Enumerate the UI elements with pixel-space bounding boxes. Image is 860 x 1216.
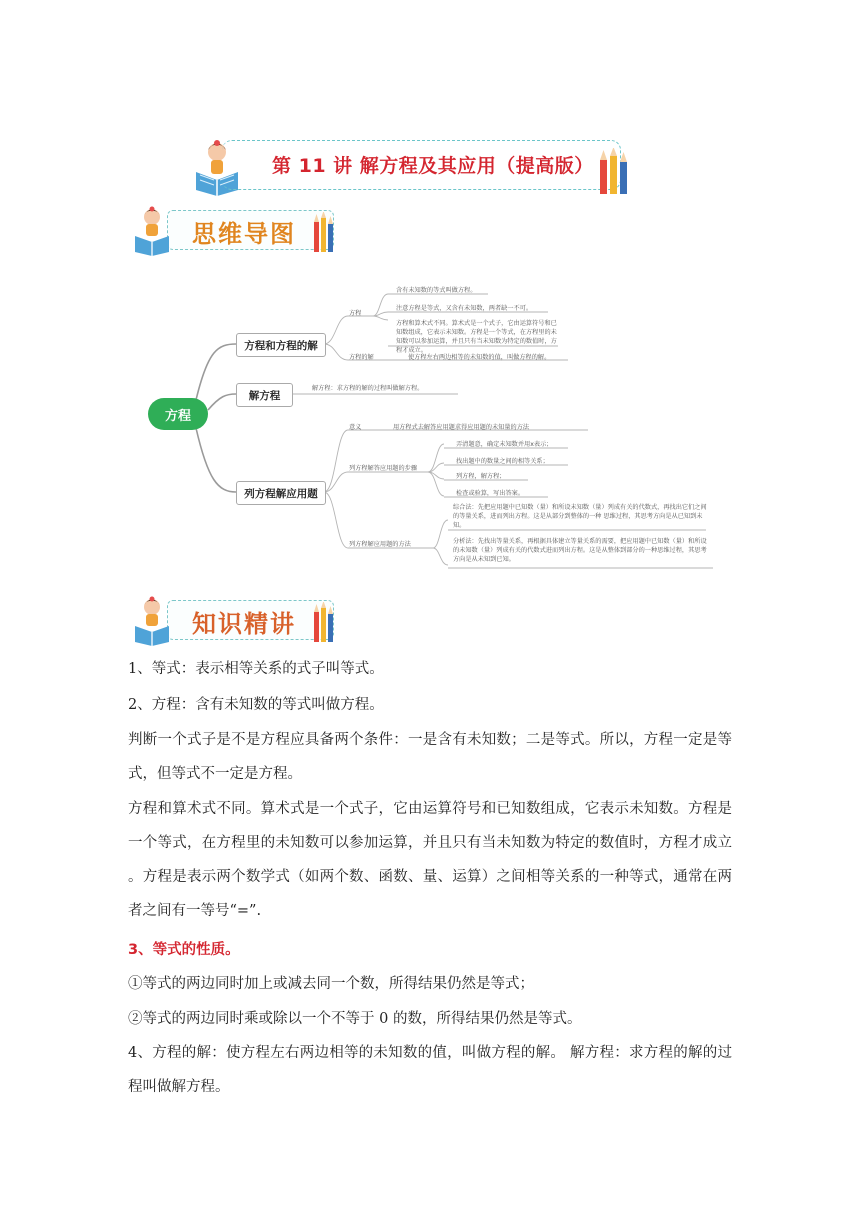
heading-label: 知识精讲: [192, 610, 296, 638]
para-equation-def: 2、方程：含有未知数的等式叫做方程。: [128, 697, 384, 713]
heading-label: 思维导图: [192, 220, 296, 248]
page-title: 第 11 讲 解方程及其应用（提高版）: [272, 155, 594, 177]
sub-item: 检查或验算，写出答案。: [456, 490, 525, 497]
mindmap-root-node: 方程: [148, 398, 208, 430]
title-banner: [192, 140, 630, 192]
mind-map: [148, 280, 713, 570]
pencils-icon: [596, 148, 630, 198]
sub-item: 含有未知数的等式叫做方程。: [396, 287, 477, 294]
para-solution-def: 4、方程的解：使方程左右两边相等的未知数的值，叫做方程的解。 解方程：求方程的解的过程叫做解方程。: [128, 1045, 732, 1095]
sub-item: 注意方程是等式，又含有未知数，两者缺一不可。: [396, 305, 533, 312]
sub-label-solution: 方程的解: [349, 354, 374, 361]
branch-solving-equation: 解方程: [236, 383, 293, 407]
knowledge-section-heading: [132, 596, 342, 646]
sub-item: 综合法：先把应用题中已知数（量）和所设未知数（量）列成有关的代数式，再找出它们之间的等量关系，进而列出方程。这是从部分到整体的一种 思维过程，其思考方向是从已知到未知。: [453, 504, 707, 529]
sub-label-methods: 列方程解应用题的方法: [349, 541, 411, 548]
para-equality-def: 1、等式：表示相等关系的式子叫等式。: [128, 661, 384, 677]
sub-item: 找出题中的数量之间的相等关系；: [456, 458, 549, 465]
reading-girl-icon: [132, 206, 182, 256]
sub-label-steps: 列方程解答应用题的步骤: [349, 465, 418, 472]
sub-item: 解方程：求方程的解的过程叫做解方程。: [312, 385, 424, 392]
para-equation-vs-arithmetic: 方程和算术式不同。算术式是一个式子，它由运算符号和已知数组成，它表示未知数。方程是一个等式，在方程里的未知数可以参加运算，并且只有当未知数为特定的数值时，方程才成立 。方程是表示两个数学式（如两个数、函数、量、运算）之间相等关系的一种等式，通常在两者之间有一等号“=”.: [128, 801, 732, 919]
sub-item: 列方程，解方程；: [456, 473, 506, 480]
mindmap-section-heading: [132, 206, 342, 256]
sub-item: 分析法：先找出等量关系，再根据具体建立等量关系的需要，把应用题中已知数（量）和所设的未知数（量）列成有关的代数式进而列出方程。这是从整体到部分的一种思维过程，其思考方向是从未知到已知。: [453, 538, 707, 563]
branch-equation-and-solution: 方程和方程的解: [236, 333, 326, 357]
sub-item: 弄清题意，确定未知数并用x表示；: [456, 441, 553, 448]
para-property-1: ①等式的两边同时加上或减去同一个数，所得结果仍然是等式；: [128, 976, 534, 992]
para-equation-conditions: 判断一个式子是不是方程应具备两个条件：一是含有未知数；二是等式。所以，方程一定是等式，但等式不一定是方程。: [128, 732, 732, 782]
sub-item: 方程和算术式不同。算术式是一个式子，它由运算符号和已知数组成，它表示未知数。方程是一个等式，在方程里的未知数可以参加运算，并且只有当未知数为特定的数值时，方程才成立。: [396, 320, 557, 354]
sub-item: 用方程式去解答应用题求得应用题的未知量的方法: [393, 424, 530, 431]
para-property-2: ②等式的两边同时乘或除以一个不等于 0 的数，所得结果仍然是等式。: [128, 1011, 582, 1027]
sub-item: 使方程左右两边相等的未知数的值，叫做方程的解。: [408, 354, 551, 361]
sub-label-equation: 方程: [349, 310, 362, 317]
sub-label-meaning: 意义: [349, 424, 362, 431]
pencils-icon: [312, 602, 336, 644]
pencils-icon: [312, 212, 336, 254]
reading-girl-icon: [132, 596, 182, 646]
para-equality-properties-heading: 3、等式的性质。: [128, 942, 240, 958]
branch-word-problems: 列方程解应用题: [236, 481, 326, 505]
